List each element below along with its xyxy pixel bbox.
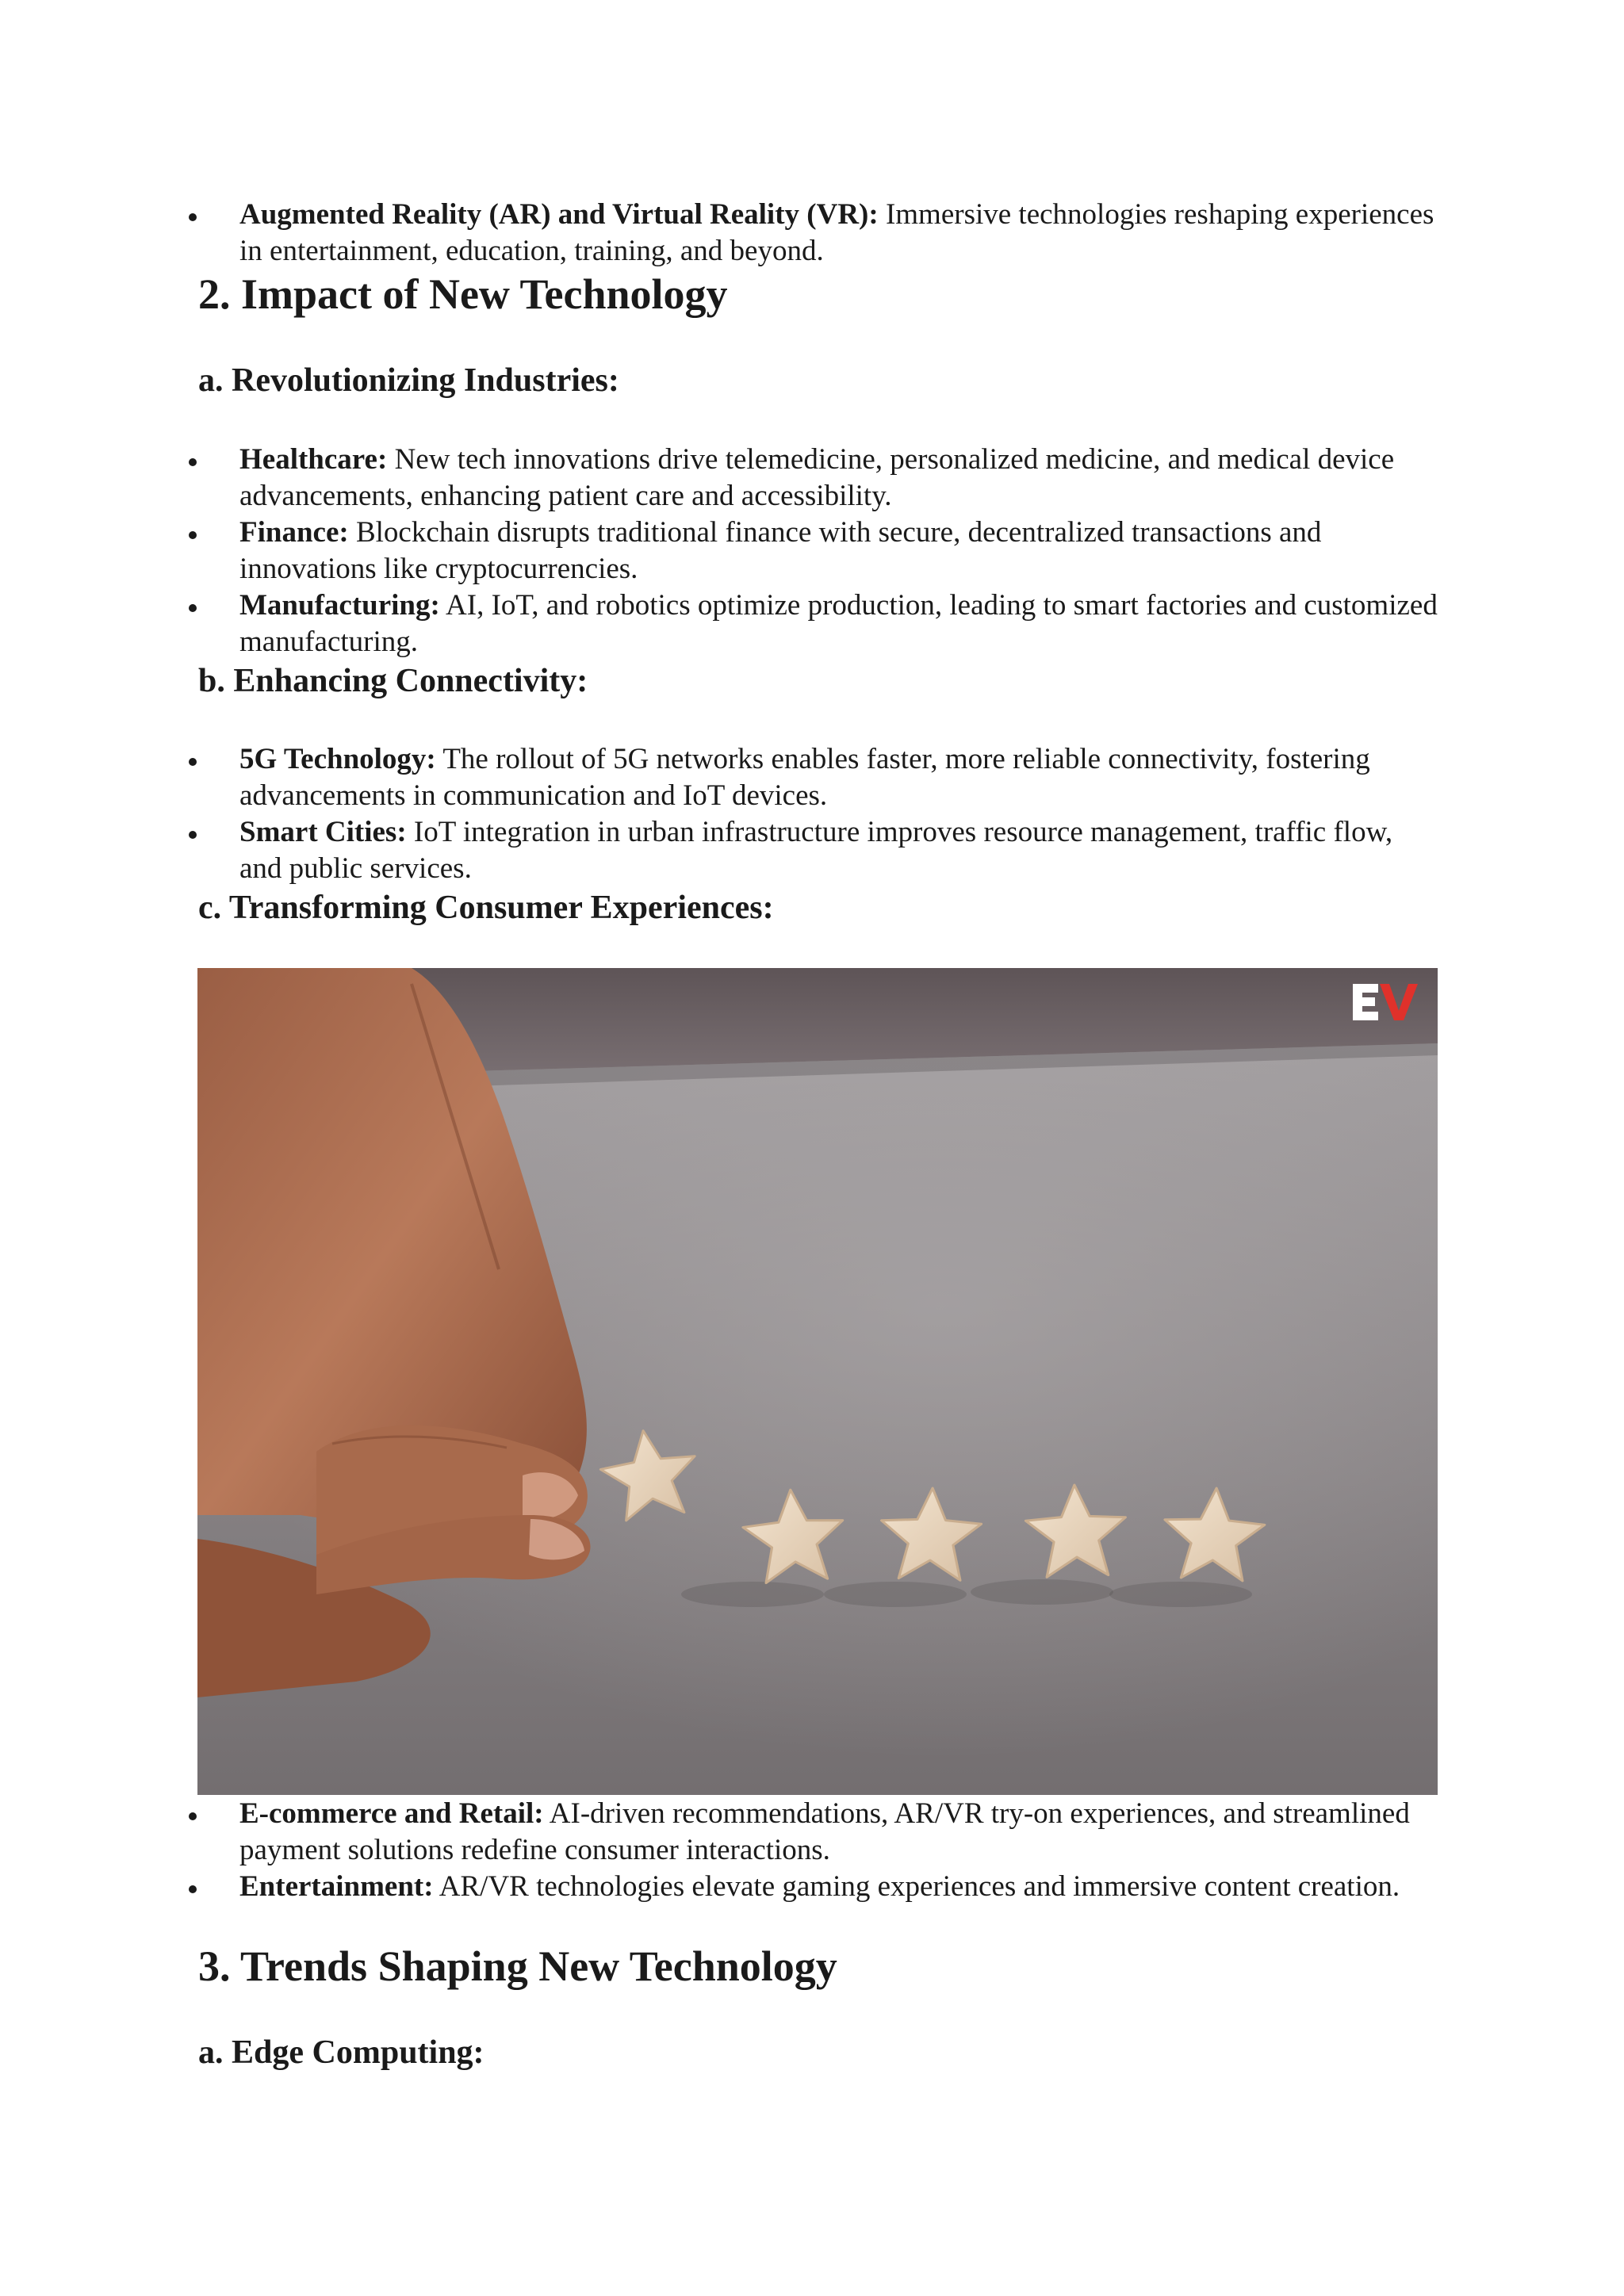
section-2-title: 2. Impact of New Technology <box>198 270 728 318</box>
list-item-term: Entertainment: <box>239 1870 434 1903</box>
list-item-text: IoT integration in urban infrastructure improves resource management, traffic flow, and public services. <box>239 816 1393 885</box>
list-item <box>186 197 1438 270</box>
list-item <box>186 1869 1438 1905</box>
connectivity-bullet-list <box>186 741 1438 887</box>
section-3-title: 3. Trends Shaping New Technology <box>198 1942 837 1990</box>
section-2b-heading: b. Enhancing Connectivity: <box>198 663 588 699</box>
list-item-term: E-commerce and Retail: <box>239 1797 544 1830</box>
list-item-text: AR/VR technologies elevate gaming experiences and immersive content creation. <box>433 1870 1400 1903</box>
list-item <box>186 741 1438 814</box>
list-item-text: AI, IoT, and robotics optimize production, leading to smart factories and customized manufacturing. <box>239 589 1438 658</box>
list-item-term: 5G Technology: <box>239 743 436 775</box>
list-item-term: Healthcare: <box>239 443 388 476</box>
section-2c-heading: c. Transforming Consumer Experiences: <box>198 890 774 926</box>
list-item-term: Smart Cities: <box>239 816 407 848</box>
list-item-text: The rollout of 5G networks enables faster, more reliable connectivity, fostering advancements in communication and IoT devices. <box>239 743 1370 812</box>
list-item-term: Manufacturing: <box>239 589 440 622</box>
list-item <box>186 1796 1438 1869</box>
list-item-text: AI-driven recommendations, AR/VR try-on experiences, and streamlined payment solutions redefine consumer interactions. <box>239 1797 1410 1866</box>
intro-bullet-list <box>186 197 1438 270</box>
list-item <box>186 814 1438 887</box>
industries-bullet-list <box>186 442 1438 660</box>
section-3a-heading: a. Edge Computing: <box>198 2034 485 2071</box>
hand-placing-stars-photo <box>197 968 1438 1795</box>
list-item-text: New tech innovations drive telemedicine, personalized medicine, and medical device advancements, enhancing patient care and accessibility. <box>239 443 1395 512</box>
list-item-term: Finance: <box>239 516 349 549</box>
list-item <box>186 442 1438 515</box>
list-item <box>186 587 1438 660</box>
list-item <box>186 515 1438 587</box>
list-item-text: Immersive technologies reshaping experiences in entertainment, education, training, and beyond. <box>239 198 1434 267</box>
list-item-text: Blockchain disrupts traditional finance with secure, decentralized transactions and innovations like cryptocurrencies. <box>239 516 1322 585</box>
list-item-term: Augmented Reality (AR) and Virtual Reality (VR): <box>239 198 879 231</box>
section-2a-heading: a. Revolutionizing Industries: <box>198 362 619 399</box>
consumer-bullet-list <box>186 1796 1438 1905</box>
